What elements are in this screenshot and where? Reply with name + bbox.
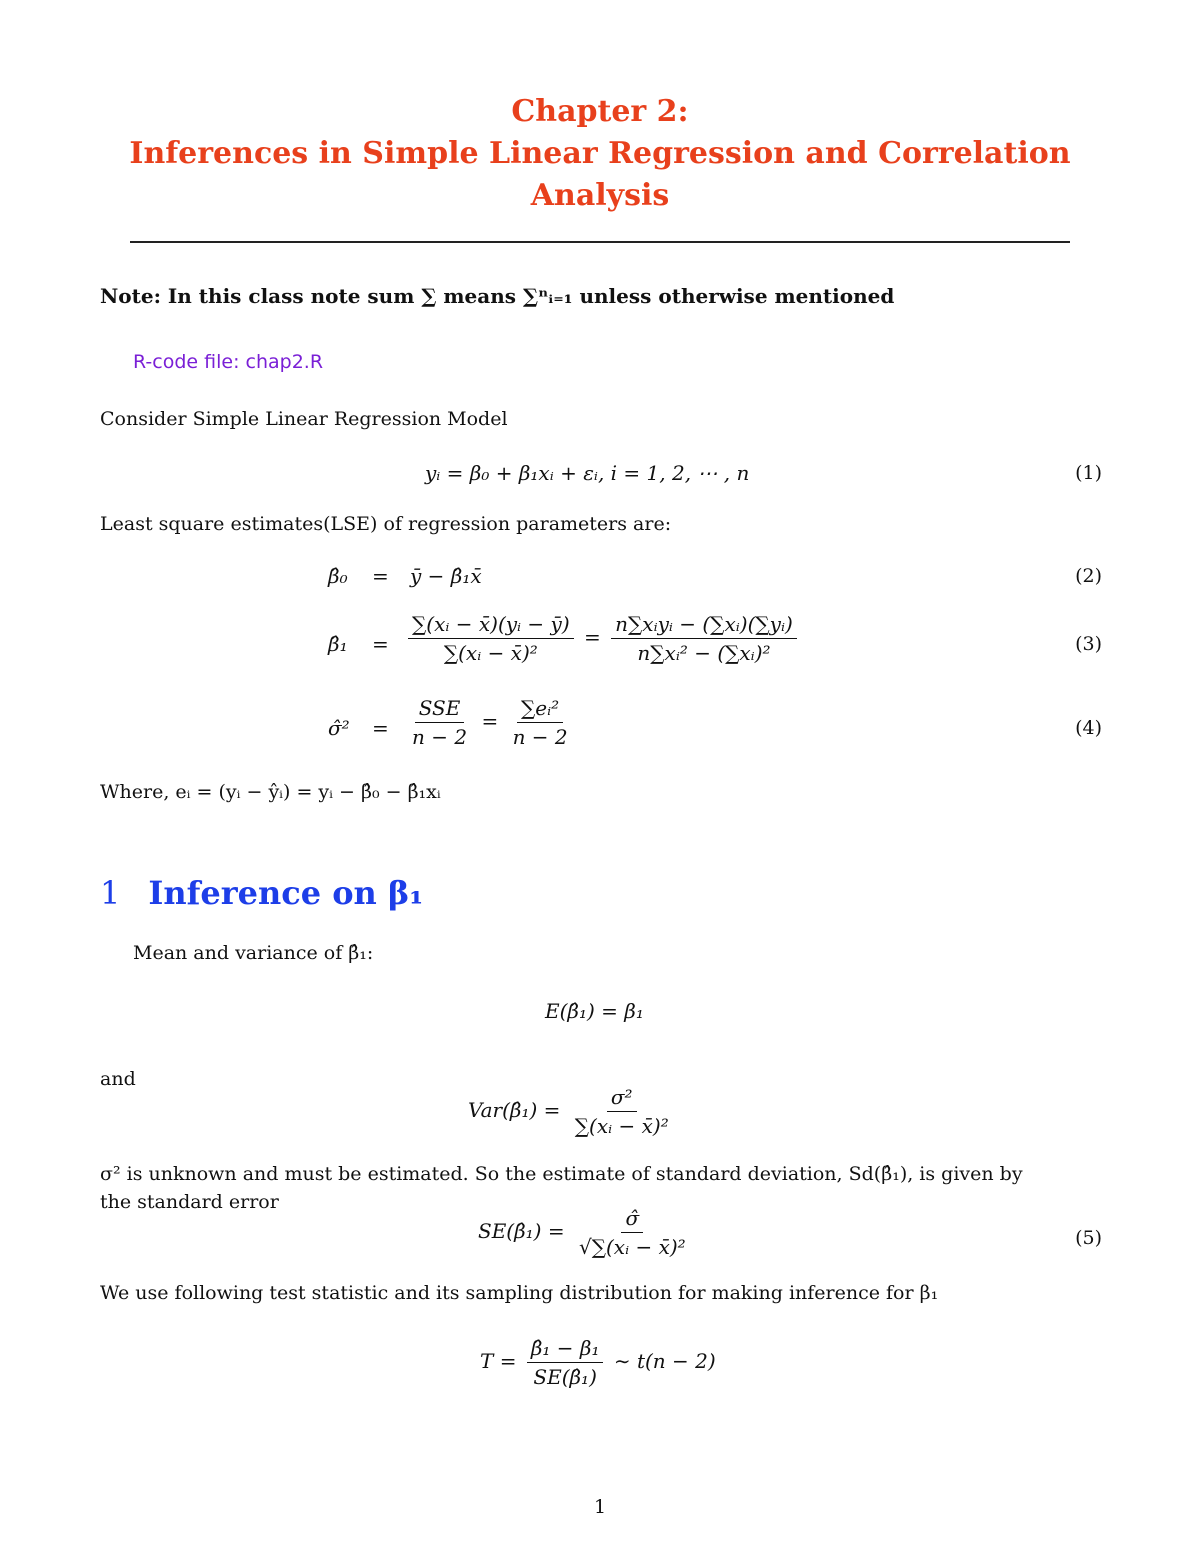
eq3-lhs: β̂₁ [328, 632, 348, 656]
section-title: Inference on β₁ [148, 874, 424, 912]
eq4-den1: n − 2 [412, 725, 468, 749]
page-number: 1 [593, 1496, 607, 1518]
eq3-den1: ∑(xᵢ − x̄)² [443, 641, 538, 665]
section-number: 1 [100, 874, 121, 912]
eq4-den2: n − 2 [512, 725, 568, 749]
var-lhs: Var(β̂₁) = [468, 1098, 561, 1122]
eq3-frac1: $\frac{\text{∑(xᵢ − x̄)(yᵢ − ȳ)}}{\text{∑(xᵢ − x̄)²}}$ = $\frac{\text{n∑xᵢyᵢ − (∑xᵢ)(∑yᵢ)}}{\text{n∑xᵢ² − (∑xᵢ)²}}$ [404, 612, 801, 665]
title-rule [130, 241, 1070, 243]
eq3-num2: n∑xᵢyᵢ − (∑xᵢ)(∑yᵢ) [611, 612, 797, 639]
section-heading [100, 874, 423, 912]
eq4-rel: = [372, 716, 389, 740]
chapter-title-cont: Analysis [530, 178, 670, 213]
test-stat-text: We use following test statistic and its sampling distribution for making inference for β₁ [100, 1282, 939, 1304]
t-num: β̂₁ − β₁ [527, 1336, 604, 1363]
se-eq [478, 1206, 694, 1259]
variance-eq [468, 1085, 677, 1138]
lse-text: Least square estimates(LSE) of regression parameters are: [100, 513, 672, 535]
se-lhs: SE(β̂₁) = [478, 1219, 565, 1243]
intro-text: Consider Simple Linear Regression Model [100, 408, 508, 430]
t-den: SE(β̂₁) [533, 1365, 597, 1389]
eq4-num2: ∑eᵢ² [517, 696, 563, 723]
and-text: and [100, 1068, 136, 1090]
se-den: √∑(xᵢ − x̄)² [578, 1235, 686, 1259]
rcode-file-link[interactable]: R-code file: chap2.R [133, 351, 324, 373]
t-statistic-eq [480, 1336, 716, 1389]
eq2-lhs: β̂₀ [328, 564, 348, 588]
chapter-title: Inferences in Simple Linear Regression and Correlation [129, 136, 1071, 171]
eq4-num1: SSE [415, 696, 465, 723]
eq3-den2: n∑xᵢ² − (∑xᵢ)² [637, 641, 771, 665]
t-lhs: T = [480, 1349, 517, 1373]
eq2-rhs: ȳ − β̂₁x̄ [410, 564, 482, 588]
eq3-rel: = [372, 632, 389, 656]
eq-number-1: (1) [1075, 462, 1102, 484]
chapter-heading: Chapter 2: [511, 94, 689, 129]
se-num: σ̂ [621, 1206, 643, 1233]
var-num: σ² [607, 1085, 637, 1112]
where-text: Where, eᵢ = (yᵢ − ŷᵢ) = yᵢ − β̂₀ − β̂₁xᵢ [100, 781, 441, 803]
expectation-eq: E(β̂₁) = β₁ [545, 999, 644, 1023]
equation-1: yᵢ = β₀ + β₁xᵢ + εᵢ, i = 1, 2, ⋯ , n [425, 461, 750, 485]
eq-number-5: (5) [1075, 1227, 1102, 1249]
eq3-num1: ∑(xᵢ − x̄)(yᵢ − ȳ) [408, 612, 574, 639]
eq-number-2: (2) [1075, 565, 1102, 587]
var-den: ∑(xᵢ − x̄)² [574, 1114, 669, 1138]
mean-var-text: Mean and variance of β̂₁: [133, 942, 374, 964]
eq4-lhs: σ̂² [328, 716, 350, 740]
unknown-text-2: the standard error [100, 1191, 279, 1213]
eq-number-3: (3) [1075, 633, 1102, 655]
unknown-text-1: σ² is unknown and must be estimated. So the estimate of standard deviation, Sd(β̂₁), is given by [100, 1163, 1023, 1185]
eq4-frac: $\frac{\text{SSE}}{n - 2}$ = $\frac{\text{∑eᵢ²}}{n - 2}$ [404, 696, 576, 749]
t-rhs: ∼ t(n − 2) [613, 1349, 716, 1373]
eq-number-4: (4) [1075, 717, 1102, 739]
note-text: Note: In this class note sum ∑ means ∑ⁿᵢ₌₁ unless otherwise mentioned [100, 284, 895, 308]
eq2-rel: = [372, 564, 389, 588]
